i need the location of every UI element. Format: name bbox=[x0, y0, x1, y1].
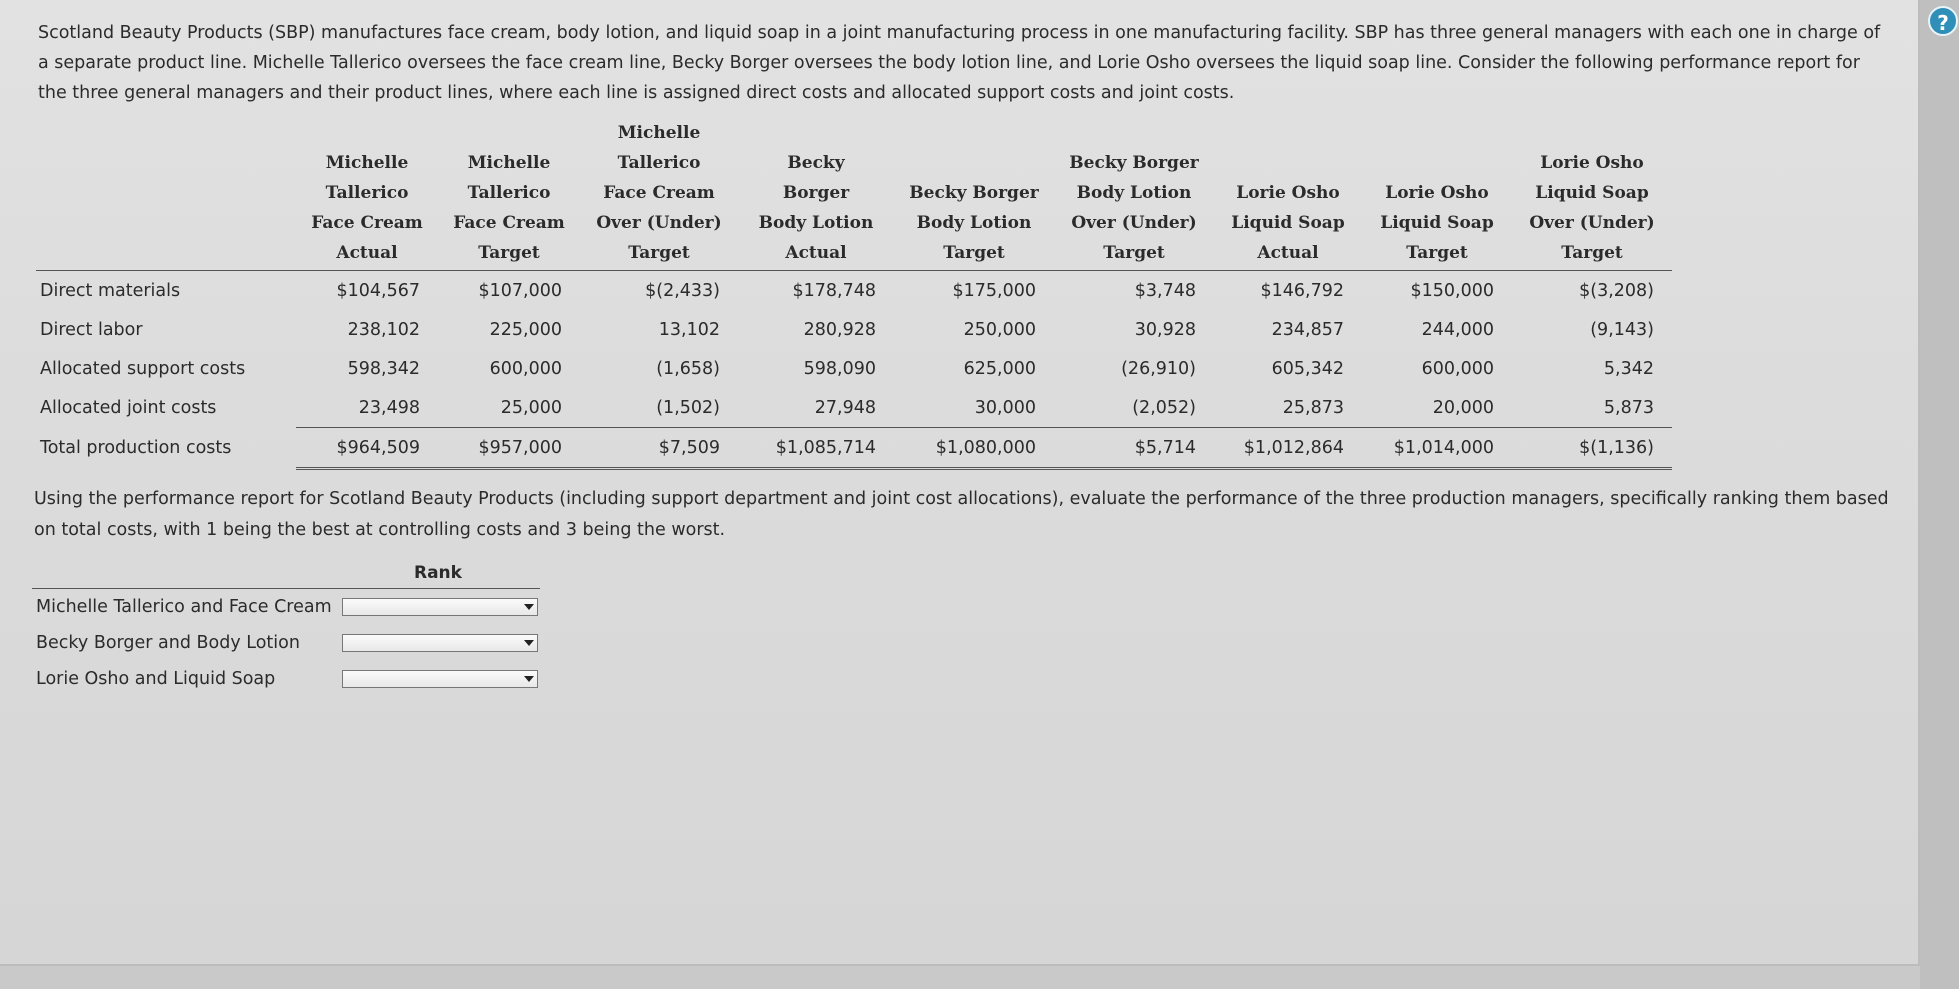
report-header-row bbox=[36, 118, 1672, 271]
col-header-line: Becky Borger bbox=[1069, 153, 1199, 173]
rank-row bbox=[32, 661, 540, 697]
cell: 598,090 bbox=[803, 358, 876, 379]
col-header-line: Liquid Soap bbox=[1535, 183, 1649, 203]
question-text: Using the performance report for Scotland Beauty Products (including support department and joint cost allocations), evaluate the performance of the three production managers, specifically ranking them based on total costs, with 1 being the best at controlling costs and 3 being the worst. bbox=[34, 489, 1889, 540]
chevron-down-icon bbox=[524, 676, 534, 682]
rank-table bbox=[32, 558, 540, 697]
col-header-line: Target bbox=[1561, 243, 1623, 263]
col-header-line: Over (Under) bbox=[596, 213, 722, 233]
rank-label: Becky Borger and Body Lotion bbox=[36, 633, 300, 653]
col-header-bb-actual bbox=[738, 118, 894, 271]
col-header-mt-over-under bbox=[580, 118, 738, 271]
cell: 25,000 bbox=[500, 397, 562, 418]
chevron-down-icon bbox=[524, 640, 534, 646]
cell: $957,000 bbox=[438, 428, 580, 469]
col-header-line: Face Cream bbox=[453, 213, 565, 233]
col-header-lo-actual bbox=[1214, 118, 1362, 271]
cell: 598,342 bbox=[347, 358, 420, 379]
col-header-lo-over-under bbox=[1512, 118, 1672, 271]
col-header-line: Liquid Soap bbox=[1231, 213, 1345, 233]
row-direct-labor bbox=[36, 310, 1672, 349]
rank-select-becky[interactable] bbox=[342, 634, 538, 652]
row-allocated-joint-costs bbox=[36, 388, 1672, 428]
row-label: Direct labor bbox=[40, 319, 143, 340]
rank-row bbox=[32, 589, 540, 626]
col-header-line: Actual bbox=[336, 243, 398, 263]
rank-label: Lorie Osho and Liquid Soap bbox=[36, 669, 276, 689]
problem-intro: Scotland Beauty Products (SBP) manufactures face cream, body lotion, and liquid soap in a joint manufacturing process in one manufacturing facility. SBP has three general managers with each one in charge of a separate product line. Michelle Tallerico oversees the face cream line, Becky Borger oversees the body lotion line, and Lorie Osho oversees the liquid soap line. Consider the following performance report for the three general managers and their product lines, where each line is assigned direct costs and allocated support costs and joint costs. bbox=[38, 23, 1881, 103]
col-header-line: Michelle bbox=[617, 123, 701, 143]
col-header-line: Lorie Osho bbox=[1236, 183, 1340, 203]
col-header-line: Target bbox=[628, 243, 690, 263]
col-header-line: Michelle bbox=[325, 153, 409, 173]
cell: 225,000 bbox=[489, 319, 562, 340]
cell: (26,910) bbox=[1121, 358, 1196, 379]
col-header-line: Tallerico bbox=[467, 183, 551, 203]
col-header-line: Face Cream bbox=[311, 213, 423, 233]
col-header-mt-actual bbox=[296, 118, 438, 271]
row-direct-materials bbox=[36, 271, 1672, 311]
col-header-bb-over-under bbox=[1054, 118, 1214, 271]
col-header-line: Borger bbox=[782, 183, 850, 203]
rank-cell bbox=[336, 589, 540, 626]
cell: 234,857 bbox=[1271, 319, 1344, 340]
cell: 5,342 bbox=[1603, 358, 1654, 379]
row-label: Allocated joint costs bbox=[40, 397, 217, 418]
right-sidebar-strip bbox=[1920, 0, 1959, 989]
col-header-line: Liquid Soap bbox=[1380, 213, 1494, 233]
cell: $1,085,714 bbox=[738, 428, 894, 469]
cell: $107,000 bbox=[478, 280, 562, 301]
cell: $104,567 bbox=[336, 280, 420, 301]
cell: $1,080,000 bbox=[894, 428, 1054, 469]
rank-row bbox=[32, 625, 540, 661]
cell: 20,000 bbox=[1432, 397, 1494, 418]
col-header-line: Over (Under) bbox=[1529, 213, 1655, 233]
cell: $1,012,864 bbox=[1214, 428, 1362, 469]
col-header-line: Target bbox=[943, 243, 1005, 263]
cell: $150,000 bbox=[1410, 280, 1494, 301]
col-header-line: Becky bbox=[787, 153, 845, 173]
cell: 25,873 bbox=[1282, 397, 1344, 418]
col-header-line: Body Lotion bbox=[916, 213, 1032, 233]
cell: (1,658) bbox=[656, 358, 720, 379]
cell: 280,928 bbox=[803, 319, 876, 340]
col-header-mt-target bbox=[438, 118, 580, 271]
rank-header-row bbox=[32, 558, 540, 589]
cell: 600,000 bbox=[489, 358, 562, 379]
rank-label: Michelle Tallerico and Face Cream bbox=[36, 597, 332, 617]
rank-header-blank bbox=[32, 558, 336, 589]
cell: $(2,433) bbox=[645, 280, 720, 301]
col-header-line: Tallerico bbox=[617, 153, 701, 173]
row-total-production-costs bbox=[36, 428, 1672, 469]
rank-select-lorie[interactable] bbox=[342, 670, 538, 688]
row-allocated-support-costs bbox=[36, 349, 1672, 388]
col-header-line: Tallerico bbox=[325, 183, 409, 203]
cell: (9,143) bbox=[1590, 319, 1654, 340]
cell: 27,948 bbox=[814, 397, 876, 418]
cell: 600,000 bbox=[1421, 358, 1494, 379]
col-header-lo-target bbox=[1362, 118, 1512, 271]
col-header-line: Becky Borger bbox=[909, 183, 1039, 203]
cell: 30,928 bbox=[1134, 319, 1196, 340]
cell: 5,873 bbox=[1603, 397, 1654, 418]
cell: (1,502) bbox=[656, 397, 720, 418]
cell: 605,342 bbox=[1271, 358, 1344, 379]
row-label: Total production costs bbox=[40, 438, 232, 458]
row-label: Allocated support costs bbox=[40, 358, 246, 379]
help-icon[interactable]: ? bbox=[1928, 6, 1958, 36]
col-header-line: Over (Under) bbox=[1071, 213, 1197, 233]
cell: $3,748 bbox=[1134, 280, 1196, 301]
rank-cell bbox=[336, 661, 540, 697]
chevron-down-icon bbox=[524, 604, 534, 610]
col-header-line: Body Lotion bbox=[758, 213, 874, 233]
cell: $(1,136) bbox=[1512, 428, 1672, 469]
cell: $964,509 bbox=[296, 428, 438, 469]
col-header-line: Target bbox=[478, 243, 540, 263]
cell: $(3,208) bbox=[1579, 280, 1654, 301]
performance-report-table bbox=[36, 118, 1672, 470]
col-header-line: Actual bbox=[1257, 243, 1319, 263]
cell: 30,000 bbox=[974, 397, 1036, 418]
cell: $7,509 bbox=[580, 428, 738, 469]
col-header-line: Body Lotion bbox=[1076, 183, 1192, 203]
cell: $178,748 bbox=[792, 280, 876, 301]
cell: $5,714 bbox=[1054, 428, 1214, 469]
rank-select-michelle[interactable] bbox=[342, 598, 538, 616]
col-header-line: Actual bbox=[785, 243, 847, 263]
row-label: Direct materials bbox=[40, 280, 181, 301]
rank-header: Rank bbox=[336, 558, 540, 589]
cell: $1,014,000 bbox=[1362, 428, 1512, 469]
cell: 625,000 bbox=[963, 358, 1036, 379]
rank-cell bbox=[336, 625, 540, 661]
cell: 13,102 bbox=[658, 319, 720, 340]
cell: (2,052) bbox=[1132, 397, 1196, 418]
col-header-line: Lorie Osho bbox=[1385, 183, 1489, 203]
cell: $175,000 bbox=[952, 280, 1036, 301]
col-header-line: Target bbox=[1103, 243, 1165, 263]
cell: 250,000 bbox=[963, 319, 1036, 340]
header-blank bbox=[36, 118, 296, 271]
col-header-bb-target bbox=[894, 118, 1054, 271]
col-header-line: Michelle bbox=[467, 153, 551, 173]
col-header-line: Lorie Osho bbox=[1540, 153, 1644, 173]
cell: 238,102 bbox=[347, 319, 420, 340]
cell: 23,498 bbox=[358, 397, 420, 418]
col-header-line: Target bbox=[1406, 243, 1468, 263]
cell: 244,000 bbox=[1421, 319, 1494, 340]
col-header-line: Face Cream bbox=[603, 183, 715, 203]
cell: $146,792 bbox=[1260, 280, 1344, 301]
